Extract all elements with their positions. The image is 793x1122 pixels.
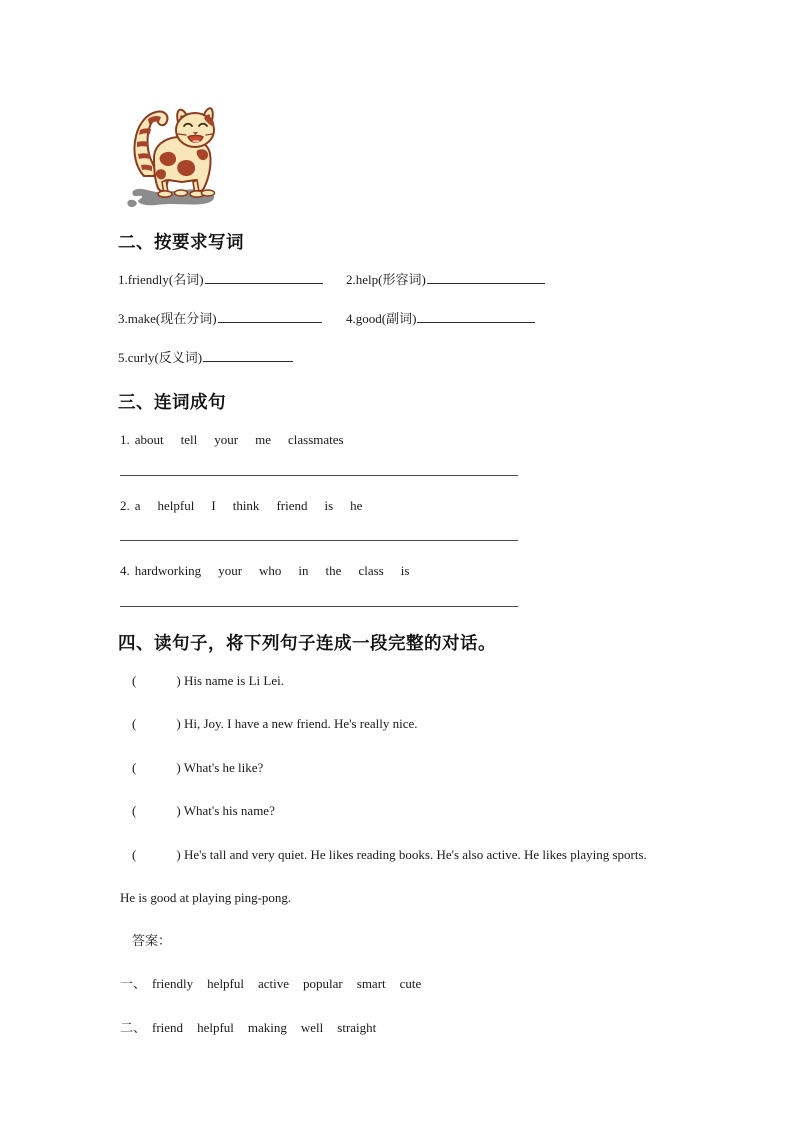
wordform-hint-1: (名词) bbox=[168, 271, 204, 287]
wordform-blank-5[interactable] bbox=[203, 349, 293, 362]
section-heading-three: 三、连词成句 bbox=[118, 393, 226, 414]
dialogue-sentence: He's tall and very quiet. He likes reading books. He's also active. He likes playing sports. bbox=[183, 846, 647, 862]
wordform-num-5: 5. bbox=[118, 349, 128, 365]
wordform-num-4: 4. bbox=[346, 310, 356, 326]
wordform-blank-4[interactable] bbox=[417, 310, 535, 323]
scramble-word: think bbox=[232, 497, 260, 513]
scramble-word: the bbox=[325, 563, 342, 579]
answer-word: smart bbox=[356, 975, 386, 991]
scramble-word: is bbox=[324, 497, 334, 513]
dialogue-line bbox=[132, 802, 698, 820]
cat-paw-middle bbox=[175, 190, 188, 196]
answer-word: cute bbox=[399, 975, 422, 991]
answer-key-label: 二、 bbox=[120, 1021, 147, 1037]
dialogue-paren-close: ) bbox=[176, 716, 181, 732]
scramble-item-2 bbox=[120, 497, 698, 515]
wordform-item-2 bbox=[346, 271, 545, 289]
dialogue-paren-close: ) bbox=[176, 672, 181, 688]
answer-word: popular bbox=[303, 975, 343, 991]
scramble-item-4 bbox=[120, 562, 698, 580]
wordform-word-1: friendly bbox=[127, 271, 169, 287]
dialogue-paren-open: ( bbox=[132, 716, 137, 732]
answer-key-row-one bbox=[120, 975, 698, 994]
scramble-word: a bbox=[134, 497, 141, 513]
wordform-hint-2: (形容词) bbox=[378, 271, 426, 287]
dialogue-paren-open: ( bbox=[132, 759, 137, 775]
answer-word: helpful bbox=[207, 975, 244, 991]
scramble-num-4: 4. bbox=[120, 563, 130, 579]
scramble-word: friend bbox=[276, 497, 308, 513]
wordform-num-1: 1. bbox=[118, 271, 128, 287]
dialogue-paren-close: ) bbox=[176, 846, 181, 862]
cat-tail-stripe-2 bbox=[138, 153, 150, 159]
dialogue-line bbox=[132, 672, 698, 690]
scramble-item-1 bbox=[120, 431, 698, 449]
wordform-word-3: make bbox=[127, 310, 156, 326]
scramble-word: helpful bbox=[157, 497, 195, 513]
wordform-blank-1[interactable] bbox=[205, 271, 323, 284]
cartoon-cat-image bbox=[120, 92, 232, 214]
scramble-word: classmates bbox=[287, 432, 344, 448]
scramble-word: your bbox=[218, 563, 243, 579]
scramble-num-2: 2. bbox=[120, 497, 130, 513]
scramble-answer-rule-2[interactable] bbox=[120, 540, 518, 541]
scramble-answer-rule-1[interactable] bbox=[120, 475, 518, 476]
scramble-word: who bbox=[259, 563, 282, 579]
section-heading-four: 四、读句子，将下列句子连成一段完整的对话。 bbox=[118, 633, 496, 654]
dialogue-paren-close: ) bbox=[176, 803, 181, 819]
wordform-item-5 bbox=[118, 349, 346, 367]
answer-word: straight bbox=[337, 1020, 377, 1036]
answer-word: helpful bbox=[197, 1020, 234, 1036]
answer-key-label: 一、 bbox=[120, 976, 147, 992]
section-heading-two: 二、按要求写词 bbox=[118, 233, 244, 253]
answer-word: friendly bbox=[152, 975, 194, 991]
scramble-word: is bbox=[400, 563, 410, 579]
scramble-word: your bbox=[214, 432, 239, 448]
wordform-hint-5: (反义词) bbox=[154, 349, 203, 365]
scramble-word: tell bbox=[180, 432, 198, 448]
cat-paw-rear bbox=[202, 190, 215, 196]
wordform-row bbox=[118, 349, 698, 367]
dialogue-paren-open: ( bbox=[132, 803, 137, 819]
wordform-num-3: 3. bbox=[118, 310, 128, 326]
wordform-blank-2[interactable] bbox=[427, 271, 545, 284]
answer-word: well bbox=[300, 1020, 324, 1036]
answer-word: friend bbox=[152, 1020, 184, 1036]
scramble-num-1: 1. bbox=[120, 432, 130, 448]
answer-word: active bbox=[258, 975, 290, 991]
cat-shadow-drop bbox=[127, 200, 136, 207]
answer-key-row-two bbox=[120, 1019, 698, 1038]
dialogue-sentence: What's he like? bbox=[183, 759, 264, 775]
cat-tail-stripe-1 bbox=[137, 141, 148, 147]
scramble-word: in bbox=[298, 563, 309, 579]
scramble-word: class bbox=[358, 563, 384, 579]
wordform-num-2: 2. bbox=[346, 271, 356, 287]
scramble-word: about bbox=[134, 432, 164, 448]
wordform-word-5: curly bbox=[127, 349, 155, 365]
wordform-word-2: help bbox=[355, 271, 379, 287]
scramble-answer-rule-4[interactable] bbox=[120, 606, 518, 607]
dialogue-paren-close: ) bbox=[176, 759, 181, 775]
dialogue-sentence: His name is Li Lei. bbox=[183, 672, 284, 688]
answer-key-title: 答案： bbox=[132, 933, 172, 949]
answer-word: making bbox=[247, 1020, 287, 1036]
wordform-row bbox=[118, 310, 698, 328]
cat-paw-front bbox=[158, 191, 172, 197]
scramble-word: me bbox=[255, 432, 271, 448]
wordform-hint-4: (副词) bbox=[381, 310, 417, 326]
dialogue-line bbox=[132, 715, 698, 733]
wordform-blank-3[interactable] bbox=[218, 310, 322, 323]
document-content bbox=[118, 92, 698, 1064]
scramble-word: he bbox=[350, 497, 363, 513]
wordform-item-1 bbox=[118, 271, 346, 289]
wordform-row bbox=[118, 271, 698, 289]
wordform-item-4 bbox=[346, 310, 535, 328]
dialogue-paren-open: ( bbox=[132, 672, 137, 688]
dialogue-paren-open: ( bbox=[132, 846, 137, 862]
dialogue-sentence: What's his name? bbox=[183, 803, 275, 819]
dialogue-line bbox=[132, 759, 698, 777]
dialogue-line bbox=[132, 846, 698, 864]
wordform-hint-3: (现在分词) bbox=[155, 310, 217, 326]
scramble-word: hardworking bbox=[134, 563, 202, 579]
dialogue-continuation-line: He is good at playing ping-pong. bbox=[120, 890, 292, 906]
wordform-word-4: good bbox=[355, 310, 382, 326]
dialogue-sentence: Hi, Joy. I have a new friend. He's really nice. bbox=[183, 716, 418, 732]
scramble-word: I bbox=[211, 497, 216, 513]
wordform-item-3 bbox=[118, 310, 346, 328]
